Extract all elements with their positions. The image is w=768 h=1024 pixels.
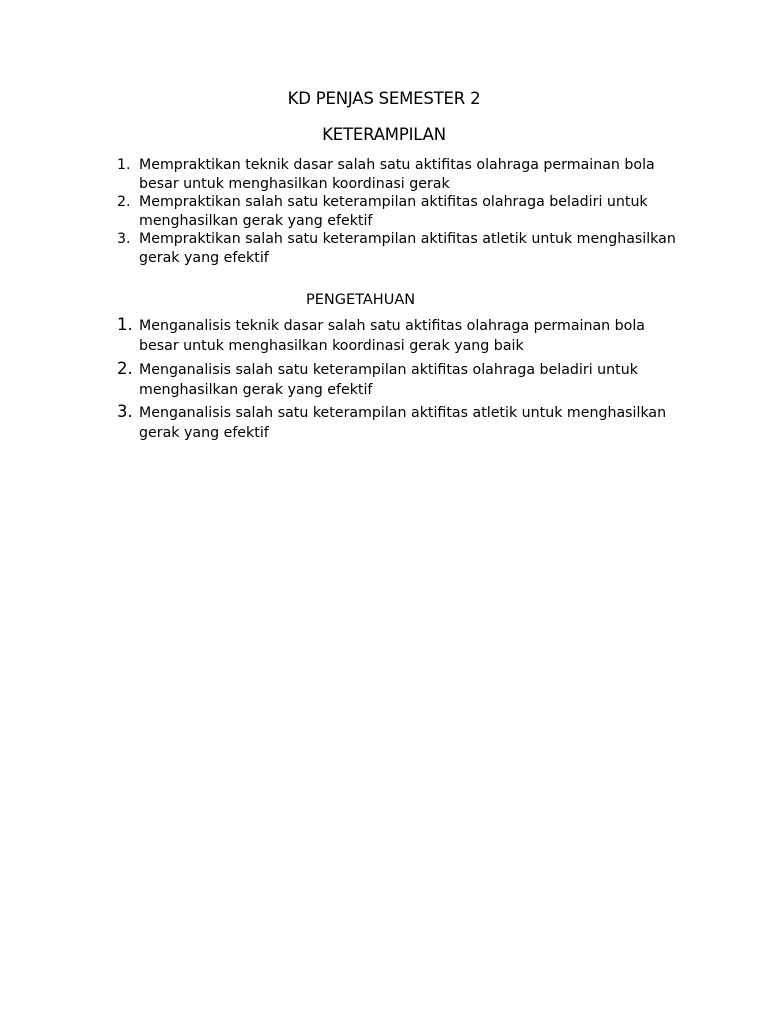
list-item-text: Menganalisis salah satu keterampilan aktifitas atletik untuk menghasilkan gerak yang efektif (139, 405, 667, 441)
list-item-number: 1. (117, 157, 131, 173)
list-item (117, 156, 677, 193)
list-item-text: Menganalisis salah satu keterampilan aktifitas olahraga beladiri untuk menghasilkan gerak yang efektif (139, 361, 638, 398)
list-item-number: 3. (117, 231, 131, 247)
list-item (117, 193, 677, 230)
list-item-number: 1. (117, 315, 133, 334)
list-item (117, 403, 677, 443)
document-title: KD PENJAS SEMESTER 2 (287, 89, 481, 108)
list-item (117, 360, 677, 400)
keterampilan-list (117, 156, 677, 267)
list-item-number: 2. (117, 194, 131, 210)
list-item-number: 3. (117, 402, 133, 421)
list-item-text: Mempraktikan salah satu keterampilan aktifitas atletik untuk menghasilkan gerak yang efektif (139, 231, 676, 266)
list-item (117, 316, 677, 356)
list-item-text: Mempraktikan salah satu keterampilan aktifitas olahraga beladiri untuk menghasilkan gerak yang efektif (139, 194, 648, 229)
list-item-number: 2. (117, 358, 133, 378)
section-heading-pengetahuan: PENGETAHUAN (306, 292, 416, 308)
list-item-text: Menganalisis teknik dasar salah satu aktifitas olahraga permainan bola besar untuk menghasilkan koordinasi gerak yang baik (139, 318, 645, 354)
list-item (117, 230, 677, 267)
section-heading-keterampilan: KETERAMPILAN (322, 125, 446, 144)
pengetahuan-list (117, 316, 677, 447)
list-item-text: Mempraktikan teknik dasar salah satu aktifitas olahraga permainan bola besar untuk menghasilkan koordinasi gerak (139, 157, 655, 192)
